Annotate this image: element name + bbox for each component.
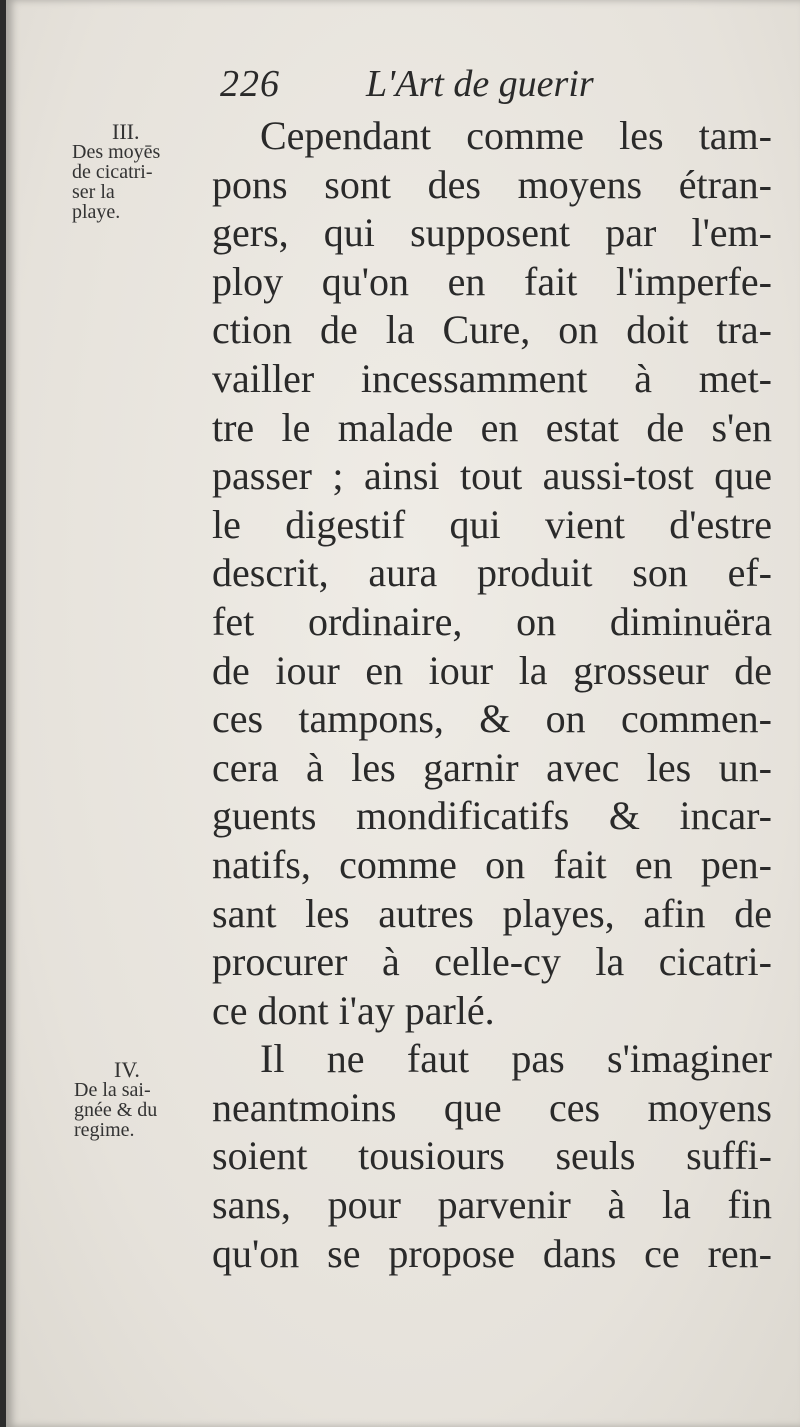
- text-line: soient tousiours seuls suffi-: [212, 1133, 772, 1179]
- text-line: sant les autres playes, afin de: [212, 890, 772, 936]
- margin-note-line: Des moyēs: [72, 141, 161, 163]
- text-line: gers, qui supposent par l'em-: [212, 210, 772, 256]
- text-line: ces tampons, & on commen-: [212, 696, 772, 742]
- margin-note-number: III.: [112, 119, 140, 144]
- text-line: Cependant comme les tam-: [260, 113, 772, 158]
- text-line: procurer à celle-cy la cicatri-: [212, 939, 772, 985]
- text-line: fet ordinaire, on diminuëra: [212, 598, 772, 644]
- text-line: pons sont des moyens étran-: [212, 161, 772, 207]
- body-text: [212, 112, 772, 1278]
- text-line: qu'on se propose dans ce ren-: [212, 1230, 772, 1276]
- text-line: sans, pour parvenir à la fin: [212, 1182, 772, 1228]
- margin-note-line: regime.: [74, 1119, 135, 1141]
- text-line: neantmoins que ces moyens: [212, 1084, 772, 1130]
- text-line: descrit, aura produit son ef-: [212, 550, 772, 596]
- text-line: guents mondificatifs & incar-: [212, 793, 772, 839]
- text-line: le digestif qui vient d'estre: [212, 501, 772, 547]
- text-line: ploy qu'on en fait l'imperfe-: [212, 258, 772, 304]
- text-line: vailler incessamment à met-: [212, 355, 772, 401]
- text-line: Il ne faut pas s'imaginer: [260, 1036, 772, 1082]
- text-line: cera à les garnir avec les un-: [212, 744, 772, 790]
- running-title: L'Art de guerir: [366, 63, 594, 105]
- text-line: de iour en iour la grosseur de: [212, 647, 772, 693]
- text-line: ce dont i'ay parlé.: [212, 987, 495, 1033]
- text-line: natifs, comme on fait en pen-: [212, 841, 772, 887]
- book-page: [6, 0, 800, 1427]
- margin-note-iii: [72, 119, 161, 223]
- text-line: passer ; ainsi tout aussi-tost que: [212, 453, 772, 499]
- margin-note-number: IV.: [114, 1057, 140, 1082]
- margin-note-iv: [74, 1057, 158, 1141]
- margin-note-line: De la sai-: [74, 1079, 151, 1101]
- margin-note-line: gnée & du: [74, 1099, 158, 1121]
- margin-note-line: de cicatri-: [72, 161, 153, 183]
- page-number: 226: [220, 63, 280, 105]
- margin-note-line: ser la: [72, 181, 115, 203]
- text-line: tre le malade en estat de s'en: [212, 404, 772, 450]
- text-line: ction de la Cure, on doit tra-: [212, 307, 772, 353]
- margin-note-line: playe.: [72, 201, 121, 223]
